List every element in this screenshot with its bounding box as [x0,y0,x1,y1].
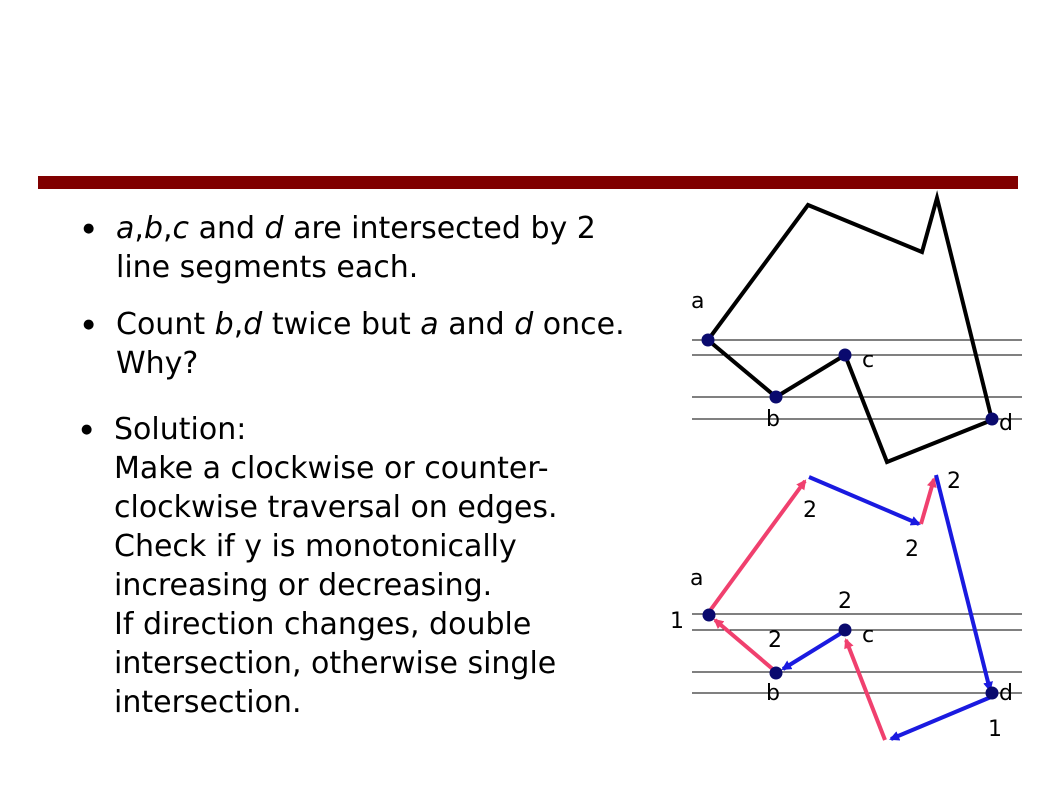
bottom-diagram [670,469,1022,742]
count-label: 2 [947,469,961,494]
var-b: b [214,307,234,342]
bullet-dot: ● [83,317,95,332]
bullet-text: Count [116,307,215,342]
edge-top-left-to-notch [809,477,919,524]
var-d: d [243,307,263,342]
polygon-outline [708,198,992,462]
solution-line: clockwise traversal on edges. [114,490,558,525]
bullet-dot: ● [83,221,95,236]
vertex-c [839,349,852,362]
var-d: d [514,307,534,342]
comma: , [162,211,173,246]
solution-line: intersection, otherwise single [114,646,557,681]
count-label: 2 [768,628,782,653]
vertex-b [770,667,783,680]
bullet-dot: ● [81,422,93,437]
count-label: 2 [838,589,852,614]
label-c: c [862,348,875,373]
solution-line: increasing or decreasing. [114,568,493,603]
label-a: a [690,566,704,591]
solution-line: Make a clockwise or counter- [114,451,549,486]
label-d: d [999,681,1013,706]
var-a: a [116,211,135,246]
solution-line: Check if y is monotonically [114,529,517,564]
top-diagram [691,198,1022,462]
var-c: c [172,211,190,246]
vertex-a [702,334,715,347]
comma: , [233,307,244,342]
edge-bottom-to-c [846,640,885,740]
solution-line: intersection. [114,685,302,720]
bullet-text: once. Why? [116,307,625,381]
var-b: b [143,211,163,246]
label-b: b [766,407,780,432]
label-c: c [862,623,875,648]
bullet-text: twice but [262,307,421,342]
var-a: a [420,307,439,342]
edge-a-to-top-left [709,481,805,612]
edge-c-to-b [783,632,843,669]
bullet-text: are intersected by 2 line segments each. [116,211,596,285]
label-d: d [999,411,1013,436]
count-label: 2 [803,498,817,523]
solution-line: If direction changes, double [114,607,532,642]
count-label: 1 [670,609,684,634]
count-label: 1 [988,717,1002,742]
vertex-d [986,687,999,700]
vertex-b [770,391,783,404]
label-b: b [766,681,780,706]
bullet-text: and [189,211,265,246]
edge-b-to-a [715,620,775,671]
comma: , [134,211,144,246]
solution-line: Solution: [114,412,247,447]
edge-notch-to-top-right [921,479,934,524]
vertex-a [703,609,716,622]
vertex-d [986,413,999,426]
edge-top-right-to-d [936,475,990,690]
vertex-c [839,624,852,637]
count-label: 2 [905,537,919,562]
edge-d-to-bottom [891,697,991,739]
label-a: a [691,289,705,314]
var-d: d [264,211,284,246]
bullet-text: and [438,307,515,342]
